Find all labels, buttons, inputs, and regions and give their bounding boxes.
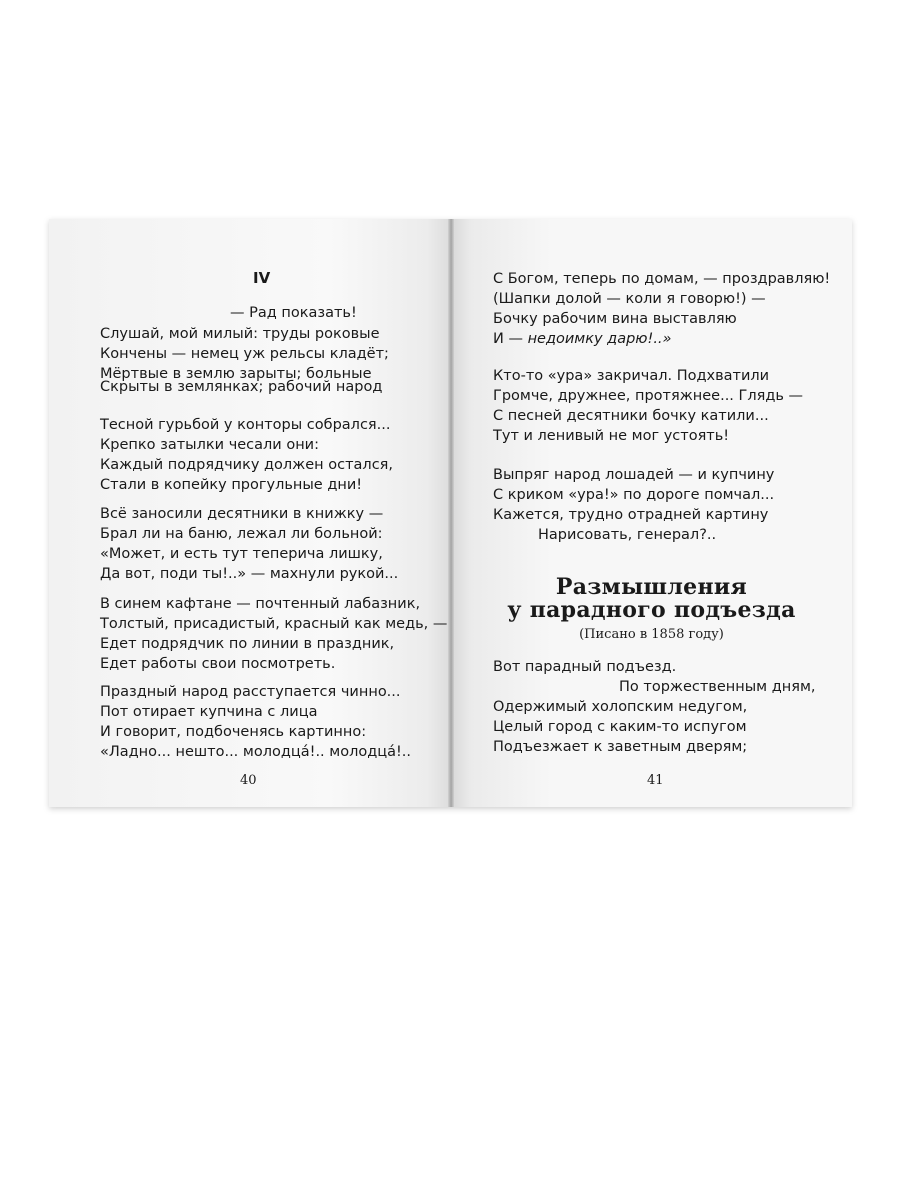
verse-line: Тут и ленивый не мог устоять!	[493, 428, 730, 444]
verse-line: Одержимый холопским недугом,	[493, 699, 748, 715]
verse-line: Праздный народ расступается чинно...	[100, 684, 401, 700]
book-spine	[448, 219, 454, 807]
verse-line: Мёртвые в землю зарыты; больные	[100, 366, 372, 382]
verse-line	[493, 329, 672, 349]
poem-title-line1: Размышления	[555, 574, 748, 600]
verse-line: Всё заносили десятники в книжку —	[100, 506, 384, 522]
verse-line: Вот парадный подъезд.	[493, 659, 677, 675]
verse-line: Подъезжает к заветным дверям;	[493, 739, 748, 755]
verse-line: Скрыты в землянках; рабочий народ	[100, 379, 383, 395]
verse-line: Громче, дружнее, протяжнее... Глядь —	[493, 388, 804, 404]
verse-line: Слушай, мой милый: труды роковые	[100, 326, 380, 342]
verse-line: С Богом, теперь по домам, — проздравляю!	[493, 271, 831, 287]
verse-line: В синем кафтане — почтенный лабазник,	[100, 596, 421, 612]
verse-line: С песней десятники бочку катили...	[493, 408, 769, 424]
verse-line: И говорит, подбоченясь картинно:	[100, 724, 367, 740]
section-heading: IV	[253, 269, 271, 287]
verse-line: Тесной гурьбой у конторы собрался...	[100, 417, 391, 433]
right-page	[451, 219, 852, 807]
poem-title-line2: у парадного подъезда	[507, 597, 796, 623]
verse-line: Нарисовать, генерал?..	[538, 527, 717, 543]
open-book	[49, 219, 852, 807]
verse-line: «Ладно... нешто... молодца́!.. молодца́!..	[100, 744, 412, 760]
verse-line: Кто-то «ура» закричал. Подхватили	[493, 368, 770, 384]
verse-line: Выпряг народ лошадей — и купчину	[493, 467, 775, 483]
verse-line: По торжественным дням,	[619, 679, 816, 695]
verse-line-italic: недоимку дарю!..»	[527, 331, 672, 347]
verse-line: Едет работы свои посмотреть.	[100, 656, 336, 672]
verse-line: Целый город с каким-то испугом	[493, 719, 747, 735]
verse-line: Брал ли на баню, лежал ли больной:	[100, 526, 383, 542]
poem-subtitle: (Писано в 1858 году)	[579, 627, 724, 642]
verse-line: Стали в копейку прогульные дни!	[100, 477, 363, 493]
verse-line: Кажется, трудно отрадней картину	[493, 507, 769, 523]
verse-line: Едет подрядчик по линии в праздник,	[100, 636, 395, 652]
verse-line: (Шапки долой — коли я говорю!) —	[493, 291, 766, 307]
page-number: 41	[647, 773, 664, 788]
left-page	[49, 219, 451, 807]
verse-line: Каждый подрядчику должен остался,	[100, 457, 394, 473]
verse-line: Да вот, поди ты!..» — махнули рукой...	[100, 566, 399, 582]
verse-line: Кончены — немец уж рельсы кладёт;	[100, 346, 389, 362]
verse-line: Толстый, присадистый, красный как медь, —	[100, 616, 448, 632]
verse-line: Пот отирает купчина с лица	[100, 704, 318, 720]
verse-line: «Может, и есть тут теперича лишку,	[100, 546, 383, 562]
verse-line: — Рад показать!	[230, 305, 357, 321]
page-number: 40	[240, 773, 257, 788]
verse-line: Крепко затылки чесали они:	[100, 437, 319, 453]
verse-line-start: И —	[493, 331, 528, 347]
verse-line: С криком «ура!» по дороге помчал...	[493, 487, 775, 503]
verse-line: Бочку рабочим вина выставляю	[493, 311, 737, 327]
